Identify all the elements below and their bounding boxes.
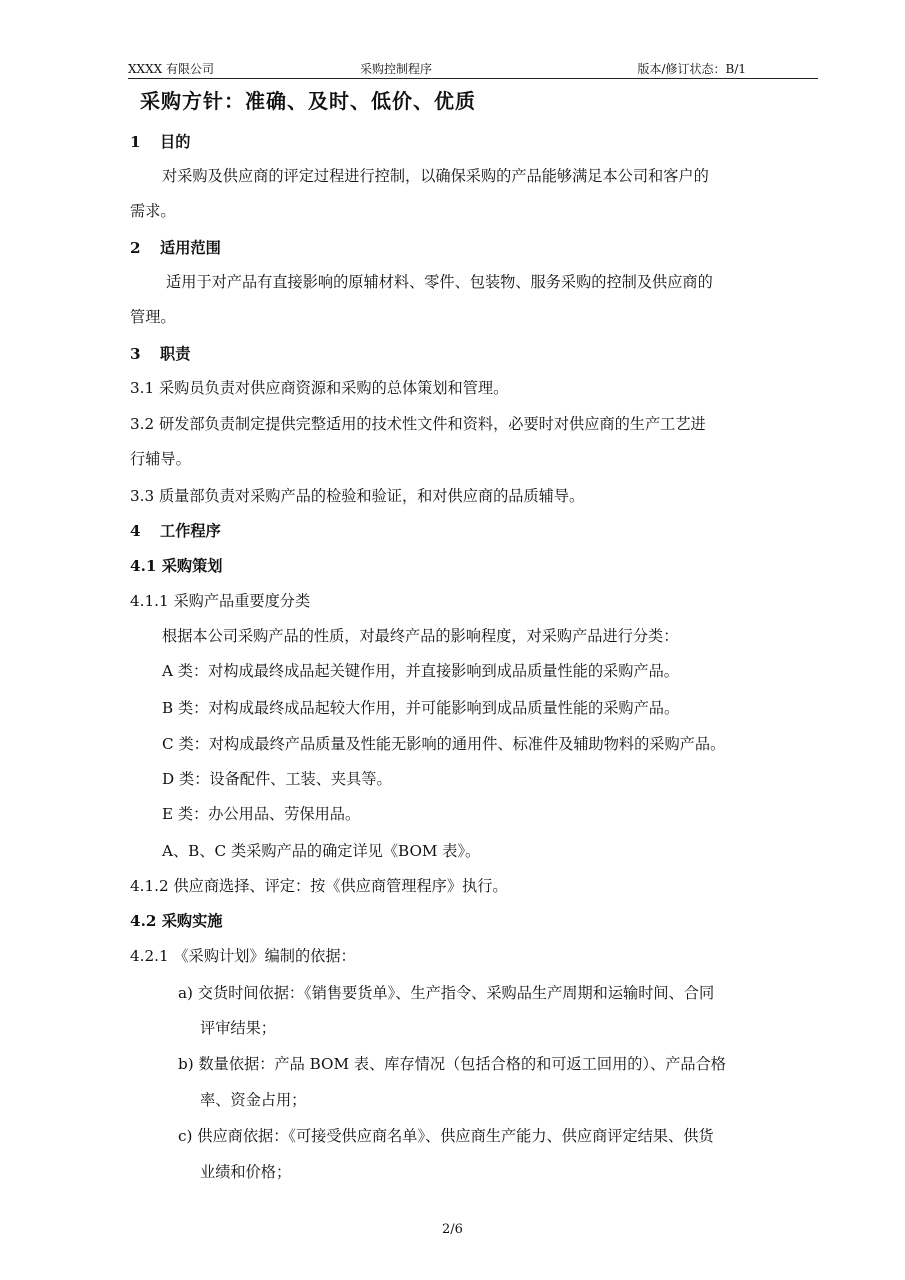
item-a-line-1: a) 交货时间依据：《销售要货单》、生产指令、采购品生产周期和运输时间、合同 (178, 984, 715, 1002)
section-4-1-2: 4.1.2 供应商选择、评定：按《供应商管理程序》执行。 (130, 877, 508, 895)
document-title: 采购控制程序 (360, 62, 433, 76)
section-1-heading (130, 132, 190, 152)
purchasing-policy: 采购方针：准确、及时、低价、优质 (140, 89, 476, 113)
section-3-3: 3.3 质量部负责对采购产品的检验和验证，和对供应商的品质辅导。 (130, 487, 585, 505)
section-3-2-line-1: 3.2 研发部负责制定提供完整适用的技术性文件和资料，必要时对供应商的生产工艺进 (130, 415, 706, 433)
company-name: XXXX 有限公司 (128, 62, 214, 76)
section-1-body-line-2: 需求。 (130, 202, 176, 220)
section-4-2-heading: 4.2 采购实施 (130, 912, 223, 930)
class-d: D 类：设备配件、工装、夹具等。 (162, 770, 392, 788)
section-3-1: 3.1 采购员负责对供应商资源和采购的总体策划和管理。 (130, 379, 509, 397)
class-a: A 类：对构成最终成品起关键作用，并直接影响到成品质量性能的采购产品。 (162, 662, 679, 680)
item-b-line-2: 率、资金占用； (200, 1091, 307, 1109)
section-4-heading (130, 521, 221, 541)
section-2-body-line-1: 适用于对产品有直接影响的原辅材料、零件、包装物、服务采购的控制及供应商的 (166, 273, 713, 291)
section-3-heading (130, 344, 190, 364)
classification-intro: 根据本公司采购产品的性质，对最终产品的影响程度，对采购产品进行分类： (162, 627, 679, 645)
version-status: 版本/修订状态：B/1 (637, 62, 746, 76)
section-2-body-line-2: 管理。 (130, 308, 176, 326)
section-2-number: 2 (130, 239, 141, 257)
section-3-2-line-2: 行辅导。 (130, 450, 191, 468)
section-4-1-1-heading: 4.1.1 采购产品重要度分类 (130, 592, 311, 610)
page-header (128, 58, 818, 79)
section-4-title: 工作程序 (160, 522, 221, 540)
class-b: B 类：对构成最终成品起较大作用，并可能影响到成品质量性能的采购产品。 (162, 699, 680, 717)
item-c-line-2: 业绩和价格； (200, 1163, 292, 1181)
item-a-line-2: 评审结果； (200, 1019, 276, 1037)
item-b-line-1: b) 数量依据：产品 BOM 表、库存情况（包括合格的和可返工回用的）、产品合格 (178, 1055, 726, 1073)
class-e: E 类：办公用品、劳保用品。 (162, 805, 361, 823)
section-1-number: 1 (130, 133, 141, 151)
section-4-number: 4 (130, 522, 141, 540)
section-2-heading (130, 238, 221, 258)
class-abc-note: A、B、C 类采购产品的确定详见《BOM 表》。 (162, 842, 481, 860)
section-4-1-heading: 4.1 采购策划 (130, 557, 223, 575)
section-3-number: 3 (130, 345, 141, 363)
item-c-line-1: c) 供应商依据：《可接受供应商名单》、供应商生产能力、供应商评定结果、供货 (178, 1127, 714, 1145)
section-4-2-1-heading: 4.2.1 《采购计划》编制的依据： (130, 947, 356, 965)
section-1-title: 目的 (160, 133, 191, 151)
section-2-title: 适用范围 (160, 239, 221, 257)
page-number: 2/6 (442, 1222, 463, 1237)
class-c: C 类：对构成最终产品质量及性能无影响的通用件、标准件及辅助物料的采购产品。 (162, 735, 726, 753)
section-1-body-line-1: 对采购及供应商的评定过程进行控制，以确保采购的产品能够满足本公司和客户的 (162, 167, 709, 185)
section-3-title: 职责 (160, 345, 191, 363)
